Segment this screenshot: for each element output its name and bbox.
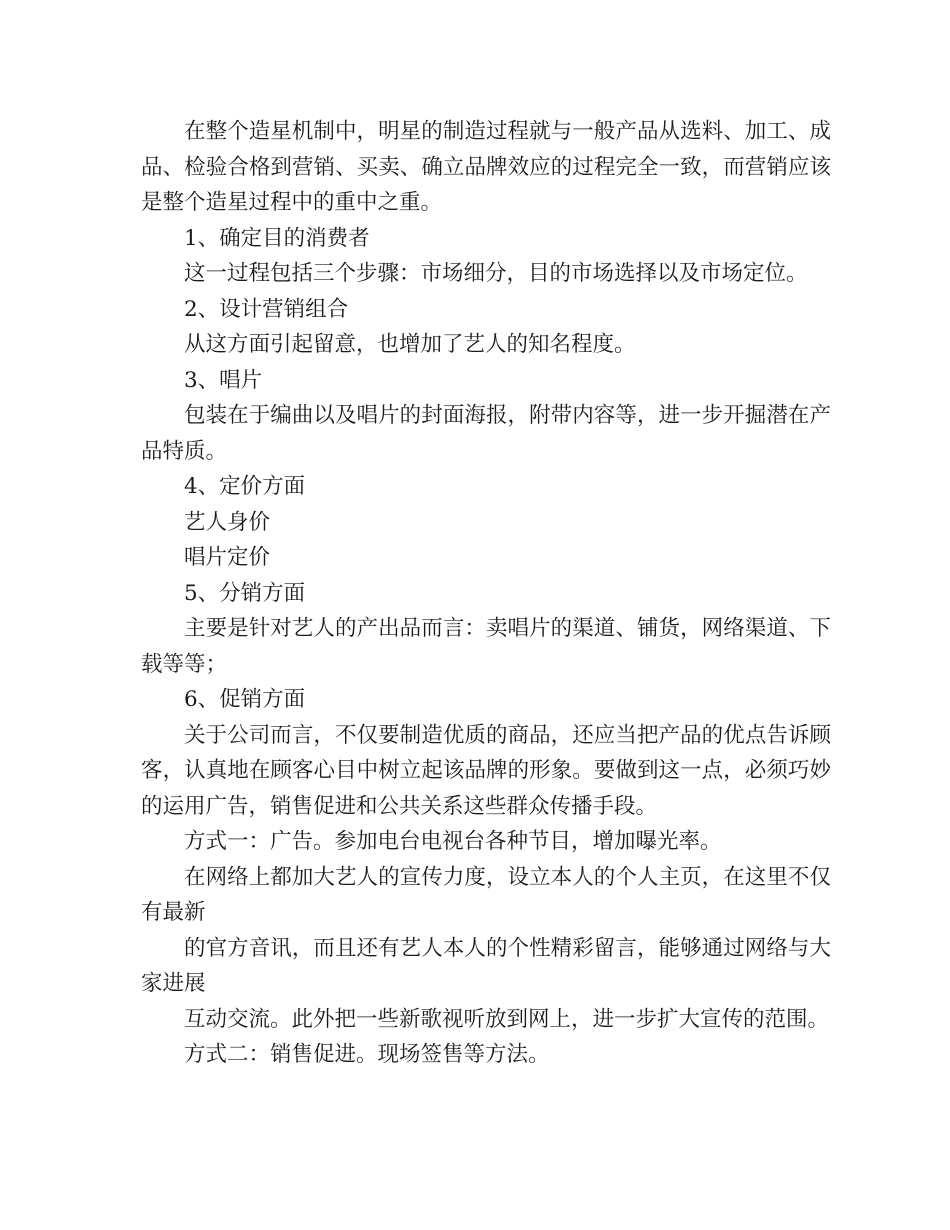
paragraph-online-2: 的官方音讯，而且还有艺人本人的个性精彩留言，能够通过网络与大家进展 — [141, 935, 831, 996]
paragraph-method-two: 方式二：销售促进。现场签售等方法。 — [184, 1042, 550, 1067]
paragraph-record-pricing: 唱片定价 — [184, 545, 271, 570]
heading-distribution: 5、分销方面 — [184, 580, 306, 606]
paragraph-distribution: 主要是针对艺人的产出品而言：卖唱片的渠道、铺货，网络渠道、下载等等； — [141, 616, 831, 677]
heading-marketing-mix: 2、设计营销组合 — [184, 296, 349, 322]
heading-pricing: 4、定价方面 — [184, 474, 306, 499]
heading-promotion: 6、促销方面 — [184, 687, 306, 712]
paragraph-promotion: 关于公司而言，不仅要制造优质的商品，还应当把产品的优点告诉顾客，认真地在顾客心目中树立起该品牌的形象。要做到这一点，必须巧妙的运用广告，销售促进和公共关系这些群众传播手段。 — [141, 722, 831, 819]
paragraph-records: 包装在于编曲以及唱片的封面海报，附带内容等，进一步开掘潜在产品特质。 — [141, 403, 831, 464]
paragraph-intro: 在整个造星机制中，明星的制造过程就与一般产品从选料、加工、成品、检验合格到营销、买卖、确立品牌效应的过程完全一致，而营销应该是整个造星过程中的重中之重。 — [141, 119, 831, 215]
paragraph-online-3: 互动交流。此外把一些新歌视听放到网上，进一步扩大宣传的范围。 — [184, 1006, 830, 1032]
paragraph-artist-value: 艺人身价 — [184, 509, 271, 535]
paragraph-target-consumers: 这一过程包括三个步骤：市场细分，目的市场选择以及市场定位。 — [184, 261, 808, 286]
paragraph-method-one: 方式一：广告。参加电台电视台各种节目，增加曝光率。 — [184, 829, 722, 854]
paragraph-online-1: 在网络上都加大艺人的宣传力度，设立本人的个人主页，在这里不仅有最新 — [141, 864, 831, 925]
paragraph-marketing-mix: 从这方面引起留意，也增加了艺人的知名程度。 — [184, 332, 636, 357]
heading-target-consumers: 1、确定目的消费者 — [184, 225, 370, 251]
heading-records: 3、唱片 — [184, 367, 263, 393]
document-body — [141, 114, 831, 1073]
